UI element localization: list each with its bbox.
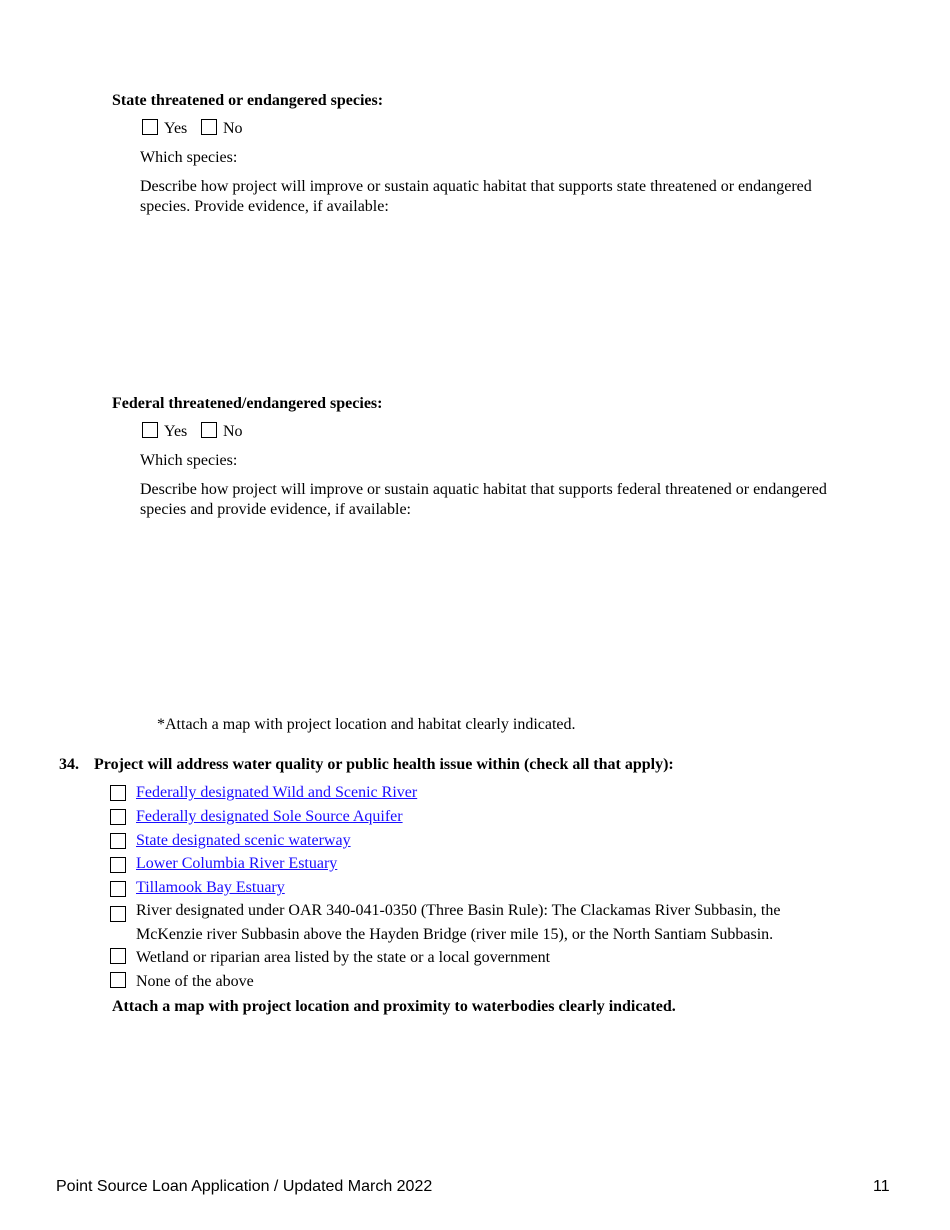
- federal-yes-label: Yes: [164, 423, 188, 440]
- federal-describe-text-line1: Describe how project will improve or sustain aquatic habitat that supports federal threatened or endangered: [140, 481, 827, 498]
- state-describe-text-line2: species. Provide evidence, if available:: [140, 198, 389, 215]
- federal-yes-checkbox[interactable]: [142, 422, 158, 438]
- federal-which-species-label: Which species:: [140, 452, 238, 469]
- option-checkbox-three-basin-rule[interactable]: [110, 906, 126, 922]
- option-link-state-scenic-waterway[interactable]: State designated scenic waterway: [136, 832, 351, 849]
- option-label-wetland-riparian: Wetland or riparian area listed by the state or a local government: [136, 949, 551, 966]
- option-checkbox-state-scenic-waterway[interactable]: [110, 833, 126, 849]
- question-number: 34.: [59, 756, 79, 773]
- option-checkbox-sole-source-aquifer[interactable]: [110, 809, 126, 825]
- waterbody-map-note: Attach a map with project location and proximity to waterbodies clearly indicated.: [112, 998, 676, 1015]
- state-species-heading: State threatened or endangered species:: [112, 92, 384, 109]
- state-describe-text-line1: Describe how project will improve or sustain aquatic habitat that supports state threatened or endangered: [140, 178, 812, 195]
- option-checkbox-lower-columbia-estuary[interactable]: [110, 857, 126, 873]
- option-link-sole-source-aquifer[interactable]: Federally designated Sole Source Aquifer: [136, 808, 403, 825]
- federal-describe-text-line2: species and provide evidence, if available:: [140, 501, 411, 518]
- state-which-species-label: Which species:: [140, 149, 238, 166]
- option-checkbox-wild-scenic-river[interactable]: [110, 785, 126, 801]
- footer-page-number: 11: [873, 1178, 890, 1195]
- option-link-wild-scenic-river[interactable]: Federally designated Wild and Scenic River: [136, 784, 418, 801]
- option-link-lower-columbia-estuary[interactable]: Lower Columbia River Estuary: [136, 855, 338, 872]
- state-no-checkbox[interactable]: [201, 119, 217, 135]
- federal-no-label: No: [223, 423, 243, 440]
- state-yes-checkbox[interactable]: [142, 119, 158, 135]
- option-label-three-basin-rule-line2: McKenzie river Subbasin above the Hayden Bridge (river mile 15), or the North Santiam Subbasin.: [136, 926, 774, 943]
- option-checkbox-wetland-riparian[interactable]: [110, 948, 126, 964]
- option-label-none-of-above: None of the above: [136, 973, 254, 990]
- federal-no-checkbox[interactable]: [201, 422, 217, 438]
- option-checkbox-none-of-above[interactable]: [110, 972, 126, 988]
- state-yes-label: Yes: [164, 120, 188, 137]
- option-label-three-basin-rule-line1: River designated under OAR 340-041-0350 (Three Basin Rule): The Clackamas River Subbasin, the: [136, 902, 781, 919]
- question-text: Project will address water quality or public health issue within (check all that apply):: [94, 756, 674, 773]
- footer-document-title: Point Source Loan Application / Updated March 2022: [56, 1178, 433, 1195]
- state-no-label: No: [223, 120, 243, 137]
- federal-species-heading: Federal threatened/endangered species:: [112, 395, 383, 412]
- option-link-tillamook-bay-estuary[interactable]: Tillamook Bay Estuary: [136, 879, 285, 896]
- option-checkbox-tillamook-bay-estuary[interactable]: [110, 881, 126, 897]
- map-attachment-note: *Attach a map with project location and habitat clearly indicated.: [157, 716, 576, 733]
